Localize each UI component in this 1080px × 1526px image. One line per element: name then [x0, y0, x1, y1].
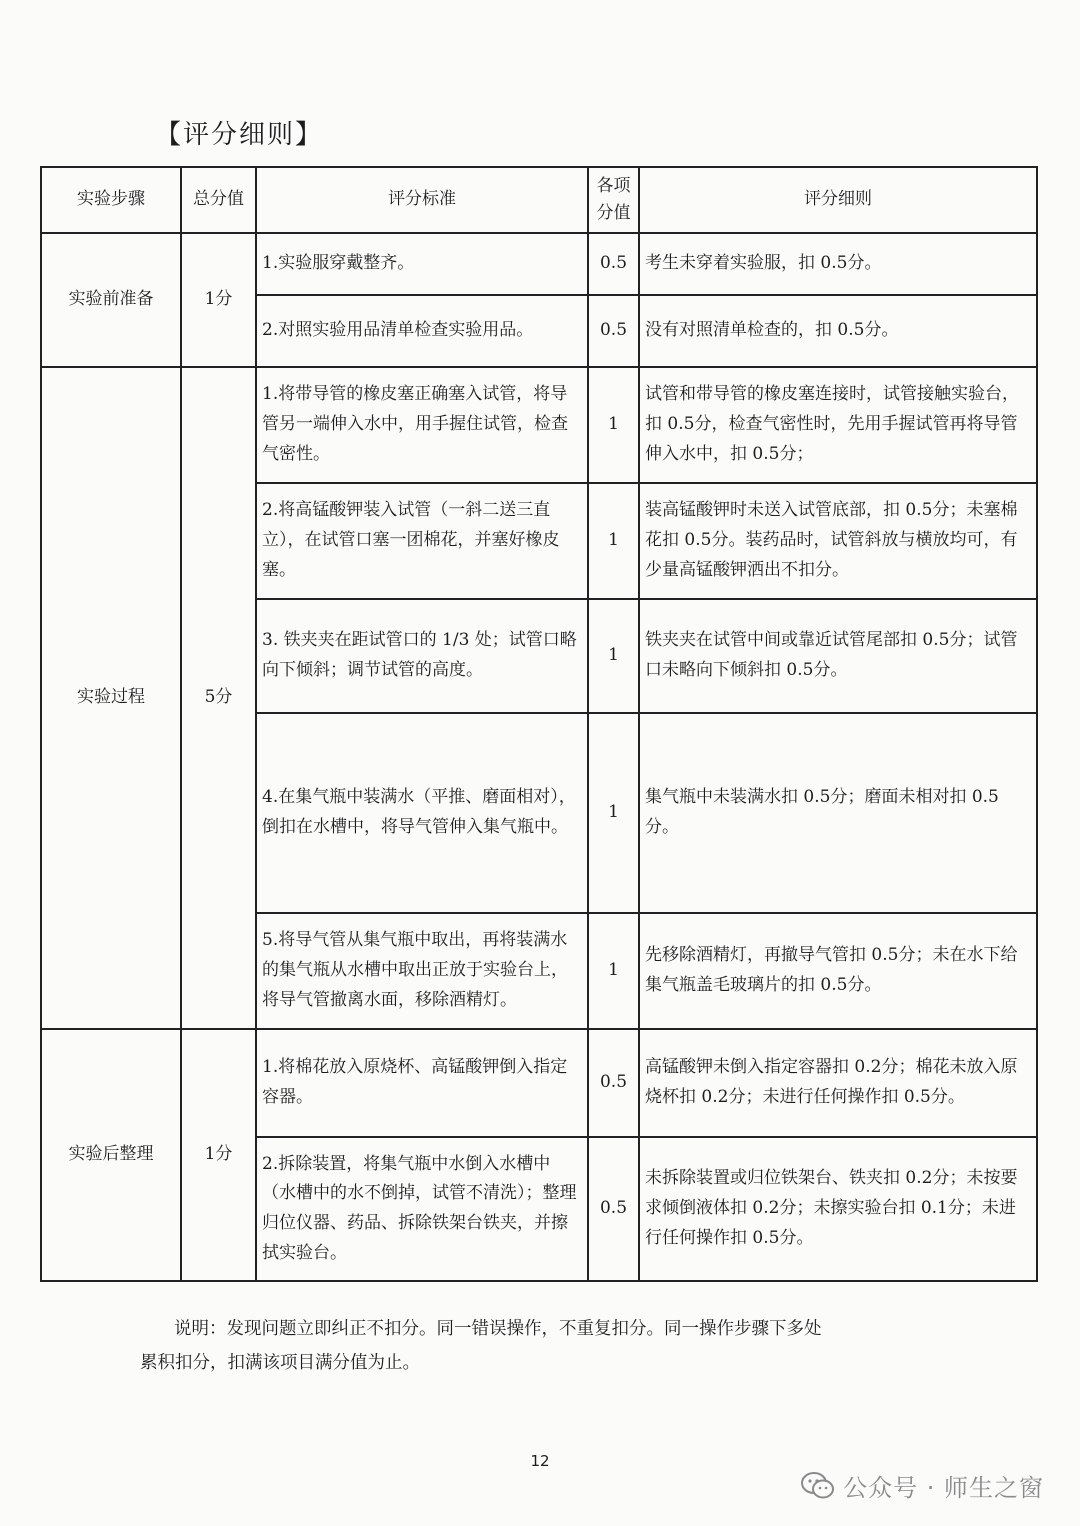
item-score: 1	[588, 913, 639, 1029]
section-step: 实验后整理	[41, 1029, 181, 1281]
criterion: 1.实验服穿戴整齐。	[256, 233, 588, 295]
item-score: 1	[588, 483, 639, 599]
deduction-rule: 考生未穿着实验服，扣 0.5分。	[639, 233, 1037, 295]
item-score: 1	[588, 713, 639, 913]
header-step: 实验步骤	[41, 167, 181, 233]
section-total: 5分	[181, 367, 256, 1029]
item-score: 0.5	[588, 1029, 639, 1137]
criterion: 2.拆除装置，将集气瓶中水倒入水槽中（水槽中的水不倒掉，试管不清洗）；整理归位仪器、药品、拆除铁架台铁夹，并擦拭实验台。	[256, 1137, 588, 1281]
header-total: 总分值	[181, 167, 256, 233]
footnote	[140, 1312, 930, 1380]
page-number: 12	[530, 1452, 550, 1470]
footnote-line-1: 说明：发现问题立即纠正不扣分。同一错误操作，不重复扣分。同一操作步骤下多处	[174, 1319, 822, 1339]
watermark-text: 公众号 · 师生之窗	[843, 1474, 1044, 1502]
deduction-rule: 高锰酸钾未倒入指定容器扣 0.2分；棉花未放入原烧杯扣 0.2分；未进行任何操作扣 0.5分。	[639, 1029, 1037, 1137]
item-score: 1	[588, 599, 639, 713]
deduction-rule: 装高锰酸钾时未送入试管底部，扣 0.5分；未塞棉花扣 0.5分。装药品时，试管斜放与横放均可，有少量高锰酸钾洒出不扣分。	[639, 483, 1037, 599]
criterion: 1.将棉花放入原烧杯、高锰酸钾倒入指定容器。	[256, 1029, 588, 1137]
section-step: 实验前准备	[41, 233, 181, 367]
table-header-row	[41, 167, 1037, 233]
footnote-line-2: 累积扣分，扣满该项目满分值为止。	[140, 1353, 420, 1373]
header-item-score: 各项 分值	[588, 167, 639, 233]
item-score: 1	[588, 367, 639, 483]
criterion: 2.将高锰酸钾装入试管（一斜二送三直立），在试管口塞一团棉花，并塞好橡皮塞。	[256, 483, 588, 599]
table-row	[41, 367, 1037, 483]
criterion: 1.将带导管的橡皮塞正确塞入试管，将导管另一端伸入水中，用手握住试管，检查气密性。	[256, 367, 588, 483]
deduction-rule: 试管和带导管的橡皮塞连接时，试管接触实验台，扣 0.5分，检查气密性时，先用手握试管再将导管伸入水中，扣 0.5分；	[639, 367, 1037, 483]
watermark	[801, 1468, 1044, 1503]
deduction-rule: 集气瓶中未装满水扣 0.5分；磨面未相对扣 0.5分。	[639, 713, 1037, 913]
criterion: 3. 铁夹夹在距试管口的 1/3 处；试管口略向下倾斜；调节试管的高度。	[256, 599, 588, 713]
criterion: 5.将导气管从集气瓶中取出，再将装满水的集气瓶从水槽中取出正放于实验台上，将导气管撤离水面，移除酒精灯。	[256, 913, 588, 1029]
header-standard: 评分标准	[256, 167, 588, 233]
criterion: 4.在集气瓶中装满水（平推、磨面相对），倒扣在水槽中，将导气管伸入集气瓶中。	[256, 713, 588, 913]
item-score: 0.5	[588, 233, 639, 295]
page-title: 【评分细则】	[155, 120, 324, 150]
header-rules: 评分细则	[639, 167, 1037, 233]
item-score: 0.5	[588, 295, 639, 367]
criterion: 2.对照实验用品清单检查实验用品。	[256, 295, 588, 367]
deduction-rule: 没有对照清单检查的，扣 0.5分。	[639, 295, 1037, 367]
section-total: 1分	[181, 1029, 256, 1281]
deduction-rule: 铁夹夹在试管中间或靠近试管尾部扣 0.5分；试管口未略向下倾斜扣 0.5分。	[639, 599, 1037, 713]
wechat-icon	[801, 1471, 835, 1501]
section-total: 1分	[181, 233, 256, 367]
scoring-table	[40, 166, 1038, 1282]
table-row	[41, 233, 1037, 295]
section-step: 实验过程	[41, 367, 181, 1029]
deduction-rule: 先移除酒精灯，再撤导气管扣 0.5分；未在水下给集气瓶盖毛玻璃片的扣 0.5分。	[639, 913, 1037, 1029]
table-row	[41, 1029, 1037, 1137]
deduction-rule: 未拆除装置或归位铁架台、铁夹扣 0.2分；未按要求倾倒液体扣 0.2分；未擦实验台扣 0.1分；未进行任何操作扣 0.5分。	[639, 1137, 1037, 1281]
item-score: 0.5	[588, 1137, 639, 1281]
